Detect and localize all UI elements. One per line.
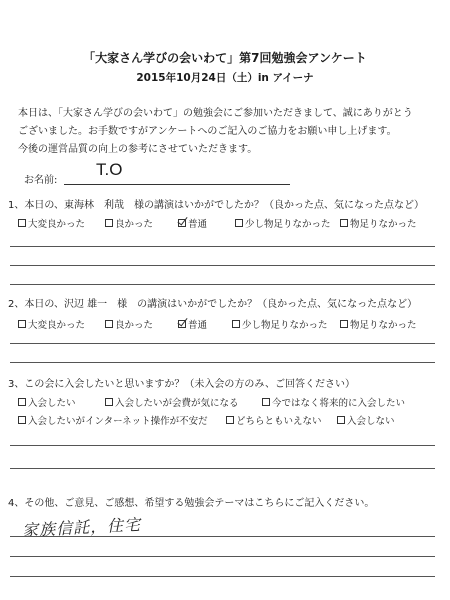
q2-option-good[interactable]: 良かった: [105, 317, 153, 331]
checkbox-icon: [18, 219, 26, 227]
checkbox-icon: [18, 398, 26, 406]
q3-answer-line[interactable]: [10, 445, 435, 446]
checkbox-icon: [105, 219, 113, 227]
checkbox-icon: [226, 416, 234, 424]
q3-option-not-join[interactable]: 入会しない: [337, 413, 395, 427]
q2-option-average[interactable]: 普通: [178, 317, 207, 331]
q4-answer-line[interactable]: [10, 576, 435, 577]
question-3-text: 3、この会に入会したいと思いますか？（未入会の方のみ、ご回答ください）: [8, 379, 355, 390]
name-label: お名前:: [24, 175, 58, 186]
q1-answer-line[interactable]: [10, 246, 435, 247]
intro-text-line-3: 今後の運営品質の向上の参考にさせていただきます。: [18, 144, 258, 155]
checkbox-icon: [340, 219, 348, 227]
q2-answer-line[interactable]: [10, 362, 435, 363]
intro-text-line-2: ございました。お手数ですがアンケートへのご記入のご協力をお願い申し上げます。: [18, 126, 397, 137]
checkbox-icon: [235, 219, 243, 227]
q3-answer-line[interactable]: [10, 468, 435, 469]
name-underline: [64, 184, 290, 185]
checkbox-icon: [340, 320, 348, 328]
q1-option-lacking[interactable]: 物足りなかった: [340, 216, 417, 230]
q1-option-average[interactable]: 普通: [178, 216, 207, 230]
q2-option-lacking[interactable]: 物足りなかった: [340, 317, 417, 331]
checkbox-icon: [337, 416, 345, 424]
survey-date: 2015年10月24日（土）in アイーナ: [136, 72, 314, 84]
q1-option-slightly-lacking[interactable]: 少し物足りなかった: [235, 216, 331, 230]
q4-handwritten-answer: 家族信託，住宅: [21, 514, 142, 541]
q1-option-very-good[interactable]: 大変良かった: [18, 216, 85, 230]
q4-answer-line[interactable]: [10, 536, 435, 537]
q3-option-join-fee-concern[interactable]: 入会したいが会費が気になる: [105, 395, 239, 409]
q3-option-undecided[interactable]: どちらともいえない: [226, 413, 322, 427]
question-1-text: 1、本日の、東海林 利哉 様の講演はいかがでしたか？（良かった点、気になった点など）: [8, 200, 424, 211]
q2-option-very-good[interactable]: 大変良かった: [18, 317, 85, 331]
q2-option-slightly-lacking[interactable]: 少し物足りなかった: [232, 317, 328, 331]
question-2-text: 2、本日の、沢辺 雄一 様 の講演はいかがでしたか？（良かった点、気になった点など）: [8, 299, 418, 310]
checkbox-checked-icon: [178, 320, 186, 328]
checkbox-checked-icon: [178, 219, 186, 227]
checkbox-icon: [105, 320, 113, 328]
checkbox-icon: [18, 416, 26, 424]
q4-answer-line[interactable]: [10, 556, 435, 557]
name-value: T.O: [96, 160, 123, 179]
survey-title: 「大家さん学びの会いわて」第7回勉強会アンケート: [83, 51, 367, 65]
question-4-text: 4、その他、ご意見、ご感想、希望する勉強会テーマはこちらにご記入ください。: [8, 498, 375, 509]
checkbox-icon: [262, 398, 270, 406]
q3-option-join[interactable]: 入会したい: [18, 395, 76, 409]
checkbox-icon: [232, 320, 240, 328]
q3-option-join-later[interactable]: 今ではなく将来的に入会したい: [262, 395, 405, 409]
checkbox-icon: [105, 398, 113, 406]
q2-answer-line[interactable]: [10, 343, 435, 344]
q1-answer-line[interactable]: [10, 265, 435, 266]
checkbox-icon: [18, 320, 26, 328]
intro-text-line-1: 本日は、「大家さん学びの会いわて」の勉強会にご参加いただきまして、誠にありがとう: [18, 108, 413, 119]
q3-option-join-internet-concern[interactable]: 入会したいがインターネット操作が不安だ: [18, 413, 208, 427]
q1-option-good[interactable]: 良かった: [105, 216, 153, 230]
q1-answer-line[interactable]: [10, 284, 435, 285]
